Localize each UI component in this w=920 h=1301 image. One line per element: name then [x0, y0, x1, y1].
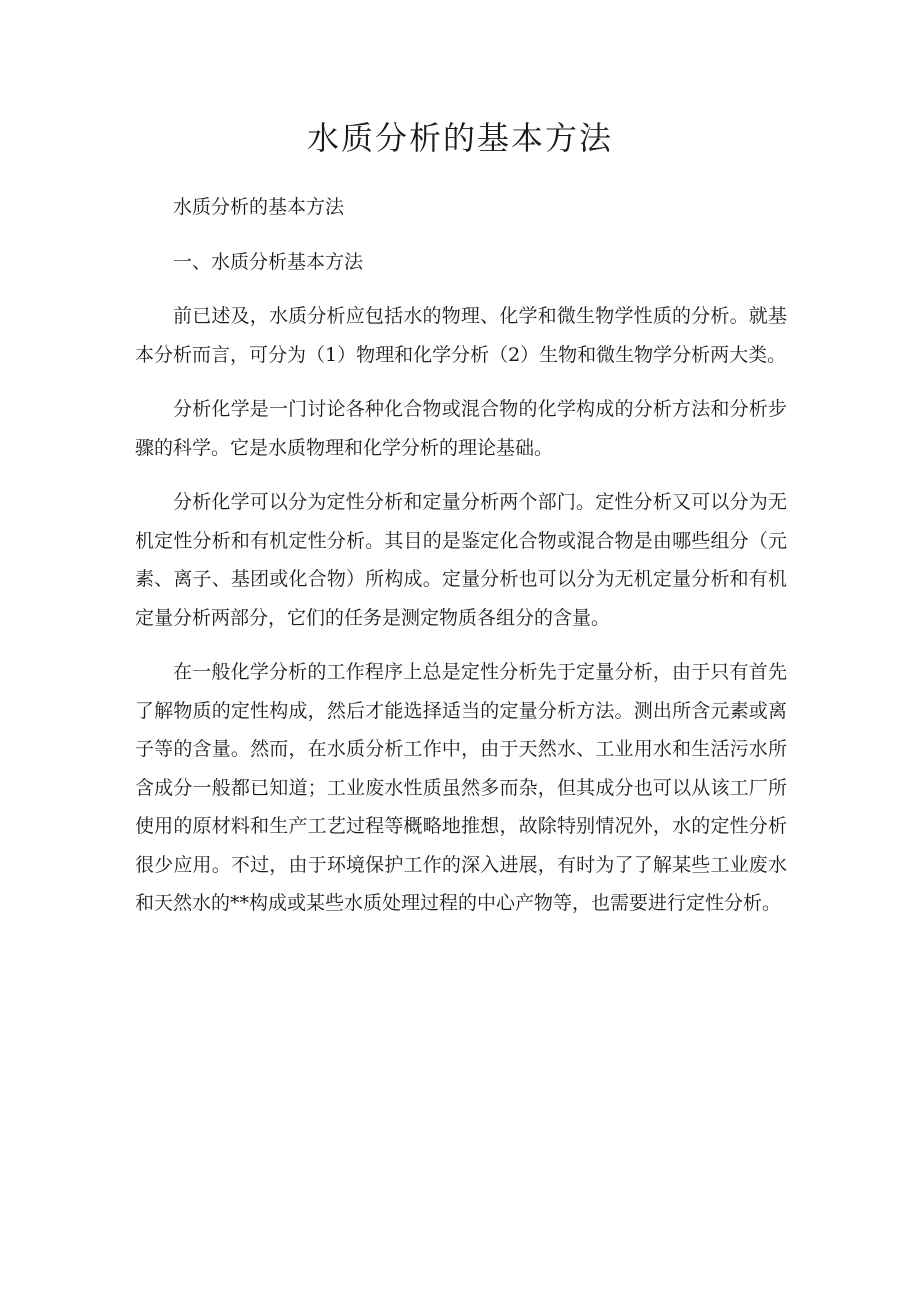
subtitle-paragraph: 水质分析的基本方法: [173, 196, 345, 218]
body-paragraph: 分析化学是一门讨论各种化合物或混合物的化学构成的分析方法和分析步骤的科学。它是水质物理和化学分析的理论基础。: [135, 398, 787, 459]
body-paragraph: 前已述及，水质分析应包括水的物理、化学和微生物学性质的分析。就基本分析而言，可分为（1）物理和化学分析（2）生物和微生物学分析两大类。: [135, 305, 787, 366]
document-title: 水质分析的基本方法: [306, 119, 613, 157]
body-paragraph: 在一般化学分析的工作程序上总是定性分析先于定量分析，由于只有首先了解物质的定性构成，然后才能选择适当的定量分析方法。测出所含元素或离子等的含量。然而，在水质分析工作中，由于天然水、工业用水和生活污水所含成分一般都已知道；工业废水性质虽然多而杂，但其成分也可以从该工厂所使用的原材料和生产工艺过程等概略地推想，故除特别情况外，水的定性分析很少应用。不过，由于环境保护工作的深入进展，有时为了了解某些工业废水和天然水的**构成或某些水质处理过程的中心产物等，也需要进行定性分析。: [135, 661, 787, 914]
section-heading: 一、水质分析基本方法: [173, 250, 364, 273]
body-paragraph: 分析化学可以分为定性分析和定量分析两个部门。定性分析又可以分为无机定性分析和有机定性分析。其目的是鉴定化合物或混合物是由哪些组分（元素、离子、基团或化合物）所构成。定量分析也可以分为无机定量分析和有机定量分析两部分，它们的任务是测定物质各组分的含量。: [135, 491, 787, 629]
document-body: [135, 188, 787, 939]
